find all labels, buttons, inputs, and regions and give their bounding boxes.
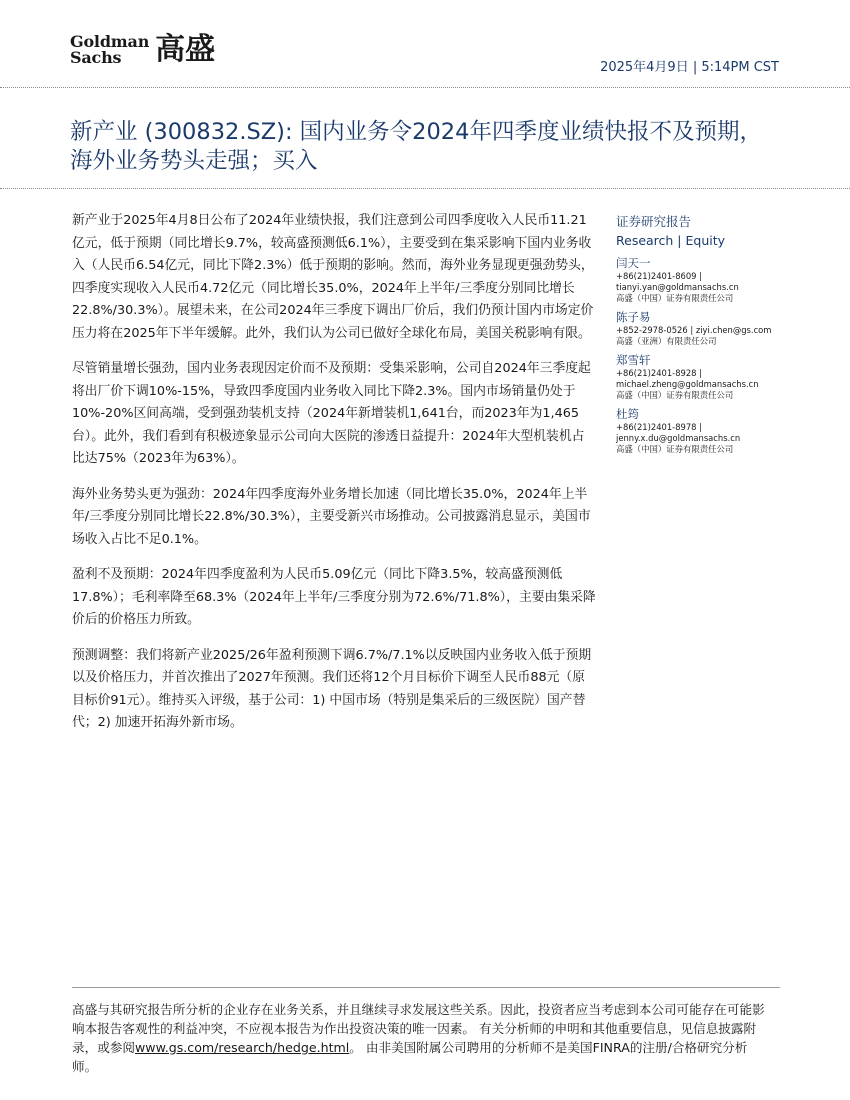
analyst-email[interactable]: tianyi.yan@goldmansachs.cn <box>616 282 739 292</box>
sidebar <box>616 212 781 461</box>
body-paragraph-2: 尽管销量增长强劲，国内业务表现因定价而不及预期：受集采影响，公司自2024年三季度起将出厂价下调10%-15%，导致四季度国内业务收入同比下降2.3%。国内市场销量仍处于10%-20%区间高端，受到强劲装机支持（2024年新增装机1,641台，而2023年为1,465台）。此外，我们看到有积极迹象显示公司向大医院的渗透日益提升：2024年大型机装机占比达75%（2023年为63%）。 <box>72 361 591 466</box>
analyst-email[interactable]: michael.zheng@goldmansachs.cn <box>616 379 759 389</box>
logo-en-line2: Sachs <box>70 48 122 67</box>
header-divider <box>0 87 850 88</box>
analyst-phone: +86(21)2401-8978 | <box>616 422 702 432</box>
analyst-name: 陈子易 <box>616 310 651 324</box>
analyst-card <box>616 256 781 304</box>
report-type: 证券研究报告 <box>616 214 692 229</box>
goldman-sachs-logo <box>70 30 215 70</box>
disclosure-link[interactable]: www.gs.com/research/hedge.html <box>134 1040 350 1055</box>
logo-en-line1: Goldman <box>70 32 150 51</box>
analyst-email[interactable]: jenny.x.du@goldmansachs.cn <box>616 433 741 443</box>
report-datetime: 2025年4月9日 | 5:14PM CST <box>600 60 779 75</box>
analyst-company: 高盛（亚洲）有限责任公司 <box>616 336 717 346</box>
body-paragraph-3: 海外业务势头更为强劲：2024年四季度海外业务增长加速（同比增长35.0%，2024年上半年/三季度分别同比增长22.8%/30.3%），主要受新兴市场推动。公司披露消息显示，美国市场收入占比不足0.1%。 <box>72 486 591 547</box>
title-divider <box>0 188 850 189</box>
disclaimer <box>72 1000 772 1076</box>
report-title: 新产业 (300832.SZ): 国内业务令2024年四季度业绩快报不及预期，海外业务势头走强；买入 <box>70 119 762 174</box>
analyst-company: 高盛（中国）证券有限责任公司 <box>616 293 734 303</box>
logo-english <box>70 34 149 66</box>
report-body <box>72 210 597 748</box>
body-paragraph-5: 预测调整：我们将新产业2025/26年盈利预测下调6.7%/7.1%以反映国内业务收入低于预期以及价格压力，并首次推出了2027年预测。我们还将12个月目标价下调至人民币88元（原目标价91元）。维持买入评级，基于公司：1) 中国市场（特别是集采后的三级医院）国产替代；2) 加速开拓海外新市场。 <box>72 647 592 730</box>
analyst-company: 高盛（中国）证券有限责任公司 <box>616 390 734 400</box>
analyst-card <box>616 310 781 347</box>
body-paragraph-4: 盈利不及预期：2024年四季度盈利为人民币5.09亿元（同比下降3.5%，较高盛预测低17.8%）；毛利率降至68.3%（2024年上半年/三季度分别为72.6%/71.8%），主要由集采降价后的价格压力所致。 <box>72 567 596 627</box>
analyst-card <box>616 407 781 455</box>
body-paragraph-1: 新产业于2025年4月8日公布了2024年业绩快报，我们注意到公司四季度收入人民币11.21亿元，低于预期（同比增长9.7%，较高盛预测低6.1%），主要受到在集采影响下国内业务收入（人民币6.54亿元，同比下降2.3%）低于预期的影响。然而，海外业务显现更强劲势头，四季度实现收入人民币4.72亿元（同比增长35.0%，2024年上半年/三季度分别同比增长22.8%/30.3%）。展望未来，在公司2024年三季度下调出厂价后，我们仍预计国内市场定价压力将在2025年下半年缓解。此外，我们认为公司已做好全球化布局，美国关税影响有限。 <box>72 213 594 341</box>
analyst-phone: +86(21)2401-8928 | <box>616 368 702 378</box>
analyst-name: 郑雪轩 <box>616 353 651 367</box>
disclaimer-text-end: 。 由非美国附属公司聘用的分析师不是美国FINRA的注册/合格研究分析师。 <box>72 1040 748 1074</box>
disclaimer-text: 高盛与其研究报告所分析的企业存在业务关系，并且继续寻求发展这些关系。因此，投资者应当考虑到本公司可能存在可能影响本报告客观性的利益冲突，不应视本报告为作出投资决策的唯一因素。 有关分析师的申明和其他重要信息，见信息披露附录，或参阅 <box>72 1002 765 1055</box>
footer-divider <box>72 987 780 988</box>
logo-chinese: 高盛 <box>155 32 216 67</box>
report-category: Research | Equity <box>616 233 726 248</box>
analyst-name: 杜筠 <box>616 407 639 421</box>
analyst-company: 高盛（中国）证券有限责任公司 <box>616 444 734 454</box>
analyst-phone: +86(21)2401-8609 | <box>616 271 702 281</box>
analyst-phone-email[interactable]: +852-2978-0526 | ziyi.chen@gs.com <box>616 325 772 335</box>
analyst-name: 闫天一 <box>616 256 651 270</box>
analyst-card <box>616 353 781 401</box>
